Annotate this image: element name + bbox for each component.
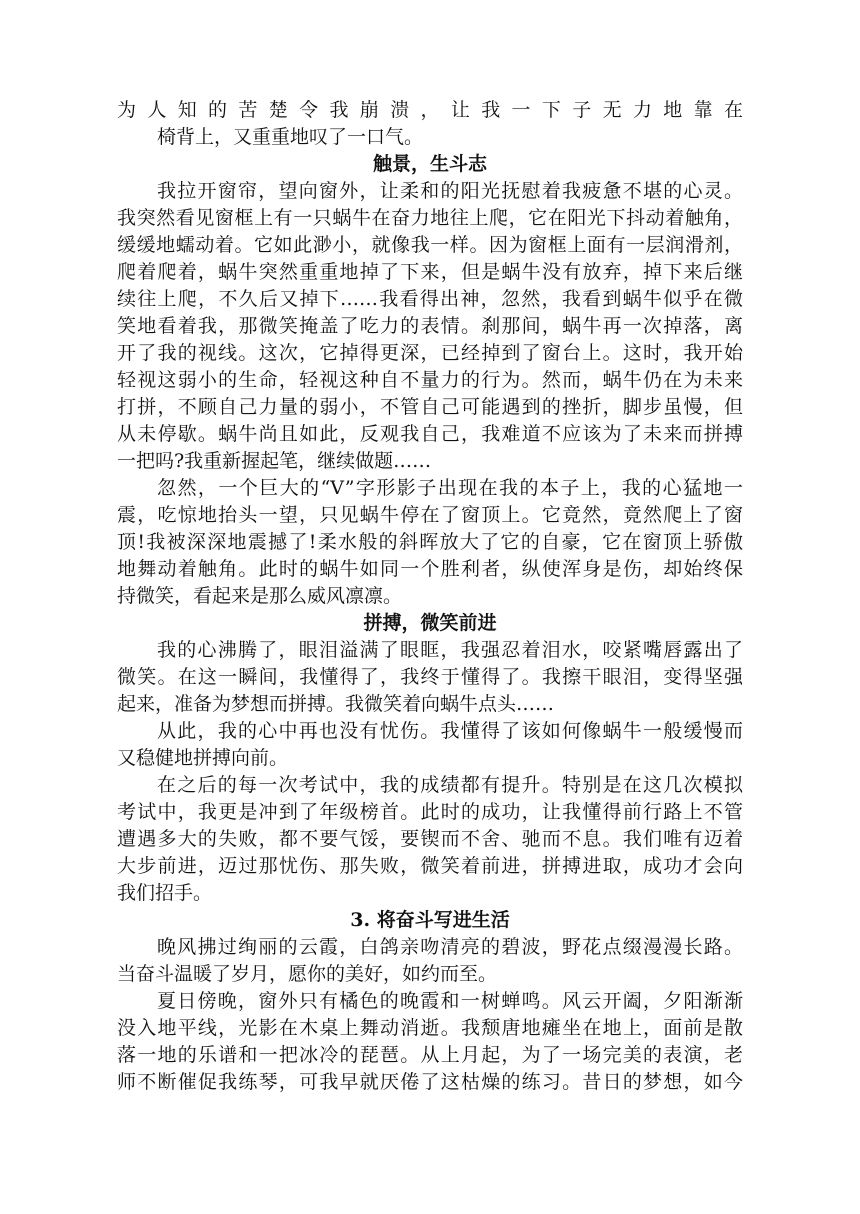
text-line: 持微笑，看起来是那么威风凛凛。 xyxy=(117,585,403,607)
text-line: 忽然，一个巨大的“V”字形影子出现在我的本子上，我的心猛地一 xyxy=(157,477,743,499)
text-line: 震，吃惊地抬头一望，只见蜗牛停在了窗顶上。它竟然，竟然爬上了窗 xyxy=(117,504,743,526)
text-line: 为人知的苦楚令我崩溃，让我一下子无力地靠在 xyxy=(117,99,743,121)
text-line: 落一地的乐谱和一把冰冷的琵琶。从上月起，为了一场完美的表演，老 xyxy=(117,1044,743,1066)
text-line: 缓缓地蠕动着。它如此渺小，就像我一样。因为窗框上面有一层润滑剂， xyxy=(117,234,743,256)
section-heading: 拼搏，微笑前进 xyxy=(363,612,497,634)
text-line: 遭遇多大的失败，都不要气馁，要锲而不舍、驰而不息。我们唯有迈着 xyxy=(117,828,743,850)
text-line: 我拉开窗帘，望向窗外，让柔和的阳光抚慰着我疲惫不堪的心灵。 xyxy=(157,180,743,202)
text-line: 考试中，我更是冲到了年级榜首。此时的成功，让我懂得前行路上不管 xyxy=(117,801,743,823)
text-line: 从未停歇。蜗牛尚且如此，反观我自己，我难道不应该为了未来而拼搏 xyxy=(117,423,743,445)
text-line: 轻视这弱小的生命，轻视这种自不量力的行为。然而，蜗牛仍在为未来 xyxy=(117,369,743,391)
text-line: 开了我的视线。这次，它掉得更深，已经掉到了窗台上。这时，我开始 xyxy=(117,342,743,364)
text-line: 晚风拂过绚丽的云霞，白鸽亲吻清亮的碧波，野花点缀漫漫长路。 xyxy=(157,936,743,958)
text-line: 我们招手。 xyxy=(117,882,213,904)
text-line: 打拼，不顾自己力量的弱小，不管自己可能遇到的挫折，脚步虽慢，但 xyxy=(117,396,743,418)
text-line: 椅背上，又重重地叹了一口气。 xyxy=(157,126,424,148)
text-line: 从此，我的心中再也没有忧伤。我懂得了该如何像蜗牛一般缓慢而 xyxy=(157,720,743,742)
text-line: 笑地看着我，那微笑掩盖了吃力的表情。刹那间，蜗牛再一次掉落，离 xyxy=(117,315,743,337)
text-line: 爬着爬着，蜗牛突然重重地掉了下来，但是蜗牛没有放弃，掉下来后继 xyxy=(117,261,743,283)
text-line: 师不断催促我练琴，可我早就厌倦了这枯燥的练习。昔日的梦想，如今 xyxy=(117,1071,743,1093)
text-line: 大步前进，迈过那忧伤、那失败，微笑着前进，拼搏进取，成功才会向 xyxy=(117,855,743,877)
text-line: 顶!我被深深地震撼了!柔水般的斜晖放大了它的自豪，它在窗顶上骄傲 xyxy=(117,531,743,553)
text-line: 又稳健地拼搏向前。 xyxy=(117,747,289,769)
text-line: 我的心沸腾了，眼泪溢满了眼眶，我强忍着泪水，咬紧嘴唇露出了 xyxy=(157,639,743,661)
text-line: 起来，准备为梦想而拼搏。我微笑着向蜗牛点头…… xyxy=(117,693,555,715)
text-line: 微笑。在这一瞬间，我懂得了，我终于懂得了。我擦干眼泪，变得坚强 xyxy=(117,666,743,688)
text-line: 地舞动着触角。此时的蜗牛如同一个胜利者，纵使浑身是伤，却始终保 xyxy=(117,558,743,580)
text-line: 一把吗?我重新握起笔，继续做题…… xyxy=(117,450,432,472)
section-heading: 触景，生斗志 xyxy=(372,153,487,175)
text-line: 没入地平线，光影在木桌上舞动消逝。我颓唐地瘫坐在地上，面前是散 xyxy=(117,1017,743,1039)
text-line: 续往上爬，不久后又掉下……我看得出神，忽然，我看到蜗牛似乎在微 xyxy=(117,288,743,310)
text-line: 夏日傍晚，窗外只有橘色的晚霞和一树蝉鸣。风云开阖，夕阳渐渐 xyxy=(157,990,743,1012)
text-line: 当奋斗温暖了岁月，愿你的美好，如约而至。 xyxy=(117,963,498,985)
text-line: 我突然看见窗框上有一只蜗牛在奋力地往上爬，它在阳光下抖动着触角， xyxy=(117,207,743,229)
text-line: 在之后的每一次考试中，我的成绩都有提升。特别是在这几次模拟 xyxy=(157,774,743,796)
section-heading: 3. 将奋斗写进生活 xyxy=(350,909,510,931)
